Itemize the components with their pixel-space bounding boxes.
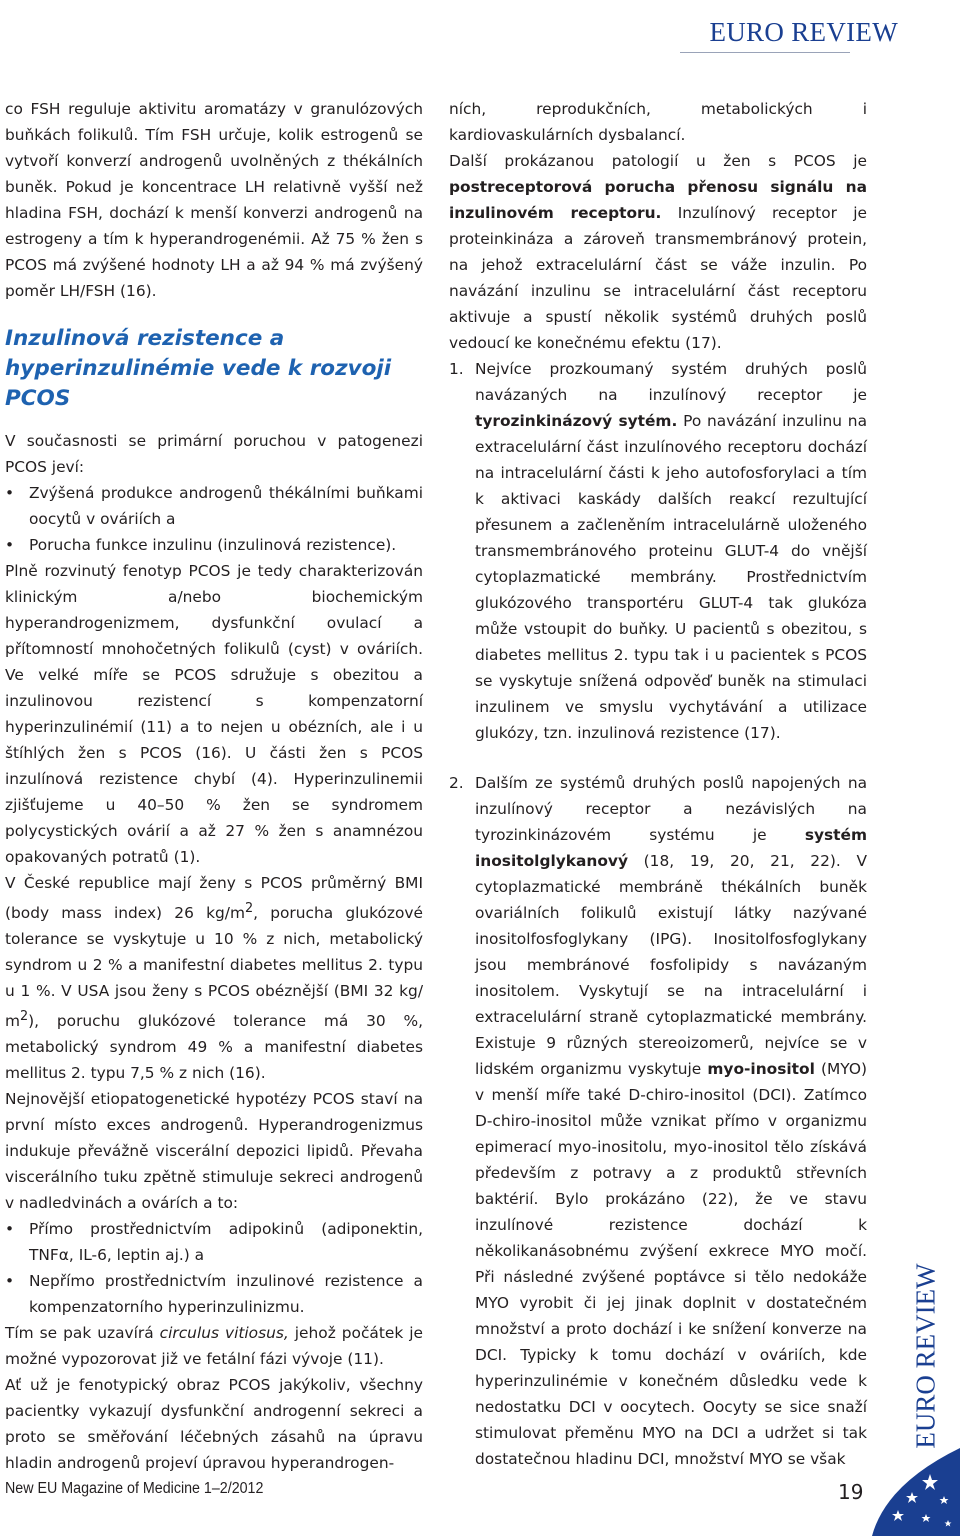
italic-term: circulus vitiosus,: [159, 1324, 289, 1343]
bold-term: postreceptorová porucha přenosu signálu na inzulinovém receptoru.: [449, 178, 867, 222]
text-run: (MYO) v menší míře také D-chiro-inositol (DCI). Zatímco D-chiro-inositol může vznikat přímo v organizmu epimerací myo-inositolu, myo-inositol tělo získává především z potravy a z produktů střevních baktérií. Bylo prokázáno (22), že ve stavu inzulínové rezistence dochází k několikanásobnému zvýšení exkrece MYO močí. Při následné zvýšené poptávce si tělo nedokáže MYO vyrobit či jej jinak doplnit v dostatečném množství a proto dochází i ke snížení konverze na DCI. Typicky k tomu dochází v ováriích, kde hyperinzulinémie v konečném důsledku vede k nedostatku DCI v oocytech. Oocyty se sice snaží stimulovat přeměnu MYO na DCI a udržet si tak dostatečnou hladinu DCI, množství MYO se však: [475, 1060, 867, 1468]
paragraph: co FSH reguluje aktivitu aromatázy v granulózových buňkách folikulů. Tím FSH určuje, kolik estrogenů se vytvoří konverzí androgenů uvolněných z thékálních buněk. Pokud je koncentrace LH relativně vyšší než hladina FSH, dochází k menší konverzi androgenů na estrogeny a tím k hyperandrogenémii. Až 75 % žen s PCOS má zvýšené hodnoty LH a až 94 % má zvýšený poměr LH/FSH (16).: [5, 100, 423, 300]
text-run: Po navázání inzulinu na extracelulární část inzulínového receptoru dochází na intracelulární části k jeho autofosforylaci a tím k aktivaci kaskády dalších reakcí rezultující přesunem a začleněním intracelulárně uloženého transmembránového proteinu GLUT-4 do vnější cytoplazmatické membrány. Prostřednictvím glukózového transportéru GLUT-4 tak glukóza může vstoupit do buňky. U pacientů s obezitou, s diabetes mellitus 2. typu tak i u pacientek s PCOS se vyskytuje snížená odpověď buněk na stimulaci inzulinem ve smyslu vychytávání a utilizace glukózy, tzn. inzulinová rezistence (17).: [475, 412, 867, 742]
paragraph: Ať už je fenotypický obraz PCOS jakýkoliv, všechny pacientky vykazují dysfunkční androgenní sekreci a proto se směřování léčebných zásahů na úpravu hladin androgenů projeví úpravou hyperandrogen-: [5, 1376, 423, 1473]
numbered-list: [449, 356, 867, 1472]
text-run: ), poruchu glukózové tolerance má 30 %, metabolický syndrom 49 % a manifestní diabetes mellitus 2. typu 7,5 % z nich (16).: [5, 1012, 423, 1083]
section-heading: Inzulinová rezistence a hyperinzulinémie vede k rozvoji PCOS: [5, 326, 392, 411]
text-run: jehož počátek je možné vypozorovat již ve fetální fázi vývoje (11).: [5, 1324, 423, 1369]
list-item: [449, 770, 867, 1472]
superscript: 2: [20, 1009, 29, 1025]
list-number: 1.: [449, 360, 464, 378]
bullet-list: [5, 1216, 423, 1320]
text-run: V České republice mají ženy s PCOS průměrný BMI (body mass index) 26 kg/m: [5, 874, 423, 923]
list-item: • Porucha funkce inzulinu (inzulinová rezistence).: [5, 532, 423, 558]
text-run: Tím se pak uzavírá: [5, 1324, 160, 1343]
paragraph: Nejnovější etiopatogenetické hypotézy PCOS staví na první místo exces androgenů. Hyperandrogenizmus indukuje převážně viscerální depozici lipidů. Převaha viscerálního tuku zpětně stimuluje sekreci androgenů v nadledvinách a ovárích a to:: [5, 1090, 423, 1213]
paragraph: Plně rozvinutý fenotyp PCOS je tedy charakterizován klinickým a/nebo biochemickým hyperandrogenizmem, dysfunkční ovulací a přítomností mnohočetných folikulů (cyst) v ováriích. Ve velké míře se PCOS sdružuje s obezitou a inzulinovou rezistencí s kompenzatorní hyperinzulinémií (11) a to nejen u obézních, ale i u štíhlých žen s PCOS (16). U části žen s PCOS inzulínová rezistence chybí (4). Hyperinzulinemii zjišťujeme u 40–50 % žen se syndromem polycystických ovárií a až 27 % žen s anamnézou opakovaných potratů (1).: [5, 562, 423, 866]
footer-magazine: New EU Magazine of Medicine 1–2/2012: [5, 1480, 264, 1497]
text-run: Další prokázanou patologií u žen s PCOS je: [449, 152, 867, 170]
side-logo: [896, 1262, 956, 1450]
bold-term: tyrozinkinázový sytém.: [475, 412, 678, 430]
paragraph: [5, 1320, 423, 1372]
bullet-list: [5, 480, 423, 558]
header-rule: [680, 52, 850, 53]
left-column: [5, 96, 423, 1476]
list-item: • Přímo prostřednictvím adipokinů (adiponektin, TNFα, IL-6, leptin aj.) a: [5, 1216, 423, 1268]
page-number: 19: [838, 1480, 864, 1504]
text-run: Dalším ze systémů druhých poslů napojených na inzulínový receptor a nezávislých na tyrozinkinázovém systému je: [475, 774, 867, 844]
list-item: • Nepřímo prostřednictvím inzulinové rezistence a kompenzatorního hyperinzulinizmu.: [5, 1268, 423, 1320]
list-item: [449, 356, 867, 746]
text-run: , porucha glukózové tolerance se vyskytuje u 10 % z nich, metabolický syndrom u 2 % a manifestní diabetes mellitus 2. typu u 1 %. V USA jsou ženy s PCOS obéznější (BMI 32 kg/ m: [5, 904, 423, 1031]
paragraph: V současnosti se primární poruchou v patogenezi PCOS jeví:: [5, 432, 423, 476]
paragraph: [449, 148, 867, 356]
list-number: 2.: [449, 774, 464, 792]
list-item: • Zvýšená produkce androgenů thékálními buňkami oocytů v ováriích a: [5, 480, 423, 532]
text-run: Inzulínový receptor je proteinkináza a zároveň transmembránový protein, na jehož extracelulární část se váže inzulin. Po navázání inzulinu se intracelulární část receptoru aktivuje a spustí několik systémů druhých poslů vedoucí ke konečnému efektu (17).: [449, 204, 867, 352]
bold-term: systém inositolglykanový: [475, 826, 867, 870]
paragraph: ních, reprodukčních, metabolických i kardiovaskulárních dysbalancí.: [449, 100, 867, 144]
side-logo-text: EURO REVIEW: [910, 1263, 941, 1449]
eu-stars-corner: [868, 1444, 960, 1536]
superscript: 2: [244, 901, 254, 916]
right-column: [449, 96, 867, 1472]
header-logo: EURO REVIEW: [709, 17, 898, 47]
bold-term: myo-inositol: [707, 1060, 815, 1078]
paragraph: [5, 870, 423, 1086]
text-run: Nejvíce prozkoumaný systém druhých poslů navázaných na inzulínový receptor je: [475, 360, 867, 404]
text-run: (18, 19, 20, 21, 22). V cytoplazmatické membráně thékálních buněk ovariálních folikulů existují látky nazývané inositolfosfoglykany (IPG). Inositolfosfoglykany jsou membránové fosfolipidy s navázaným inositolem. Vyskytují se na intracelulární i extracelulární straně cytoplazmatické membrány. Existuje 9 různých stereoizomerů, nejvíce se v lidském organizmu vyskytuje: [475, 852, 867, 1078]
